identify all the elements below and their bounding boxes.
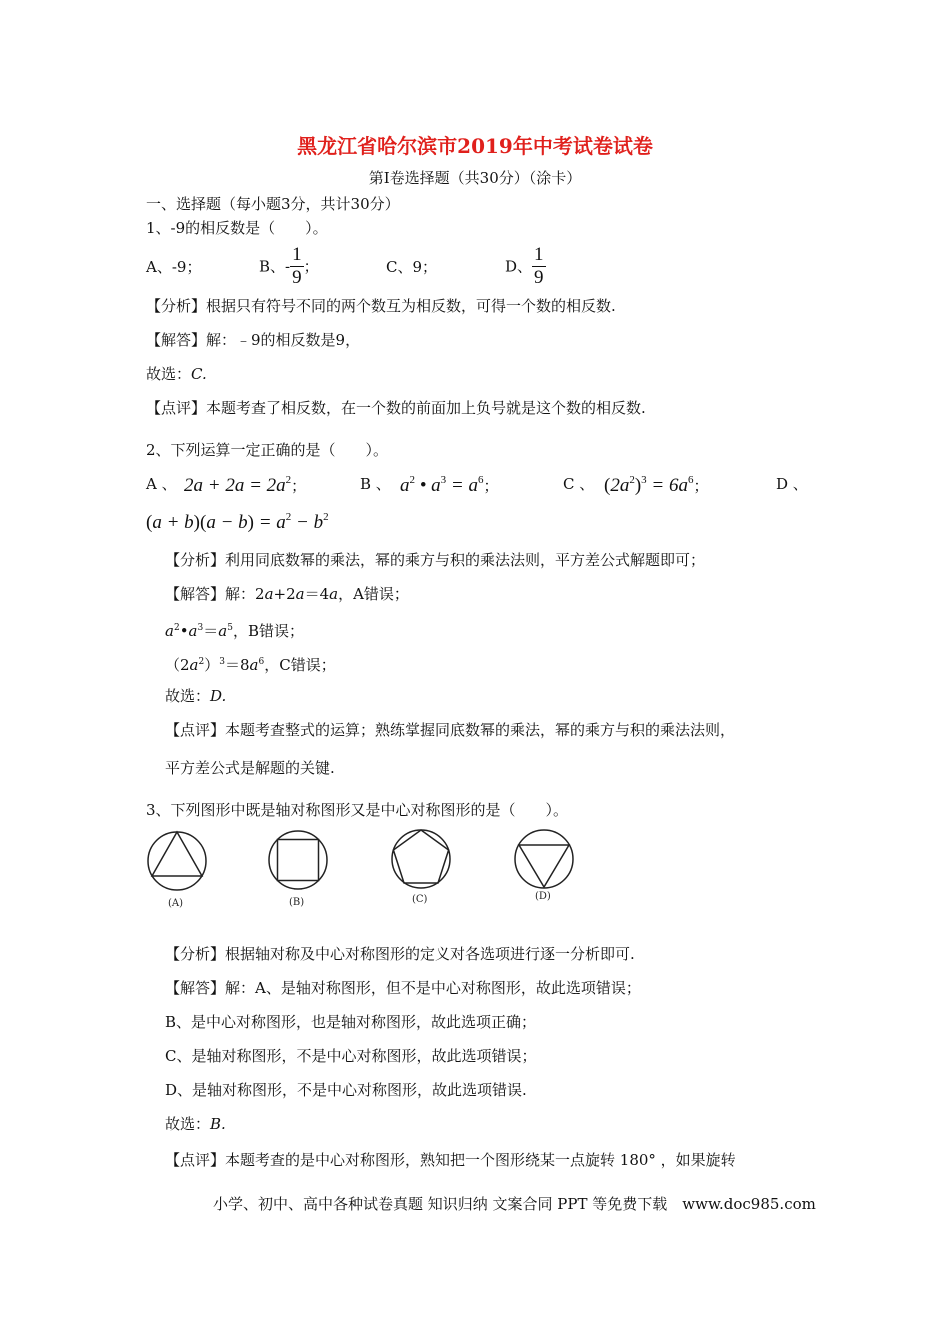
q3-answer-a: 【解答】解：A、是轴对称图形，但不是中心对称图形，故此选项错误；: [165, 979, 641, 997]
figure-a: [148, 832, 206, 890]
q2-option-c-formula: $(2a^2)^3 = 6a^6$；: [604, 474, 709, 496]
q1-option-c: C、9；: [386, 258, 438, 276]
q3-answer-d: D、是轴对称图形，不是中心对称图形，故此选项错误.: [165, 1081, 527, 1099]
q1-answer: 【解答】解：﹣9的相反数是9，: [146, 331, 361, 349]
figure-b-label: (B): [289, 897, 305, 908]
q1-choice: 故选：C.: [146, 365, 207, 383]
q2-option-c-label: C 、: [563, 475, 595, 493]
q2-analysis: 【分析】利用同底数幂的乘法，幂的乘方与积的乘法法则，平方差公式解题即可；: [165, 551, 706, 569]
q3-analysis: 【分析】根据轴对称及中心对称图形的定义对各选项进行逐一分析即可.: [165, 945, 635, 963]
q2-option-a-formula: $2a + 2a = 2a^2$；: [184, 474, 307, 496]
q1-option-b: B、- $\frac{1}{9}$ ；: [259, 244, 319, 288]
subtitle: 第Ⅰ卷选择题（共30分）（涂卡）: [368, 169, 582, 187]
page-title: 黑龙江省哈尔滨市2019年中考试卷试卷: [297, 134, 653, 158]
figure-d: [515, 830, 573, 888]
q3-choice: 故选：B.: [165, 1115, 226, 1133]
q2-answer-line-3: $(2a^2)^3=8a^6$，C错误；: [165, 656, 336, 674]
q1-comment: 【点评】本题考查了相反数，在一个数的前面加上负号就是这个数的相反数.: [146, 399, 646, 417]
figure-c: [392, 830, 450, 888]
q1-option-d: D、 $\frac{1}{9}$: [505, 244, 544, 288]
q1-option-a: A、-9；: [146, 258, 202, 276]
q3-comment: 【点评】本题考查的是中心对称图形，熟知把一个图形绕某一点旋转 180° ，如果旋转: [165, 1151, 736, 1169]
section-heading: 一、选择题（每小题3分，共计30分）: [146, 195, 400, 213]
q2-option-b-label: B 、: [360, 475, 391, 493]
q2-answer-line-2: $a^2•a^3=a^5$，B错误；: [165, 622, 304, 640]
q3-figures: [140, 826, 590, 912]
q3-answer-b: B、是中心对称图形，也是轴对称图形，故此选项正确；: [165, 1013, 537, 1031]
q2-stem: 2、下列运算一定正确的是（ ）。: [146, 441, 389, 459]
q2-option-b-formula: $a^2$ • $a^3 = a^6$；: [400, 474, 499, 496]
q1-analysis: 【分析】根据只有符号不同的两个数互为相反数，可得一个数的相反数.: [146, 297, 616, 315]
figure-c-label: (C): [412, 894, 428, 905]
q2-comment-line-2: 平方差公式是解题的关键.: [165, 759, 335, 777]
q2-choice: 故选：D.: [165, 687, 227, 705]
figure-b: [269, 831, 327, 889]
q3-answer-c: C、是轴对称图形，不是中心对称图形，故此选项错误；: [165, 1047, 537, 1065]
page-footer: 小学、初中、高中各种试卷真题 知识归纳 文案合同 PPT 等免费下载 www.doc985.com: [213, 1195, 816, 1213]
fraction-one-ninth: $\frac{1}{9}$: [292, 244, 302, 288]
figure-a-label: (A): [168, 898, 184, 909]
q1-stem: 1、-9的相反数是（ ）。: [146, 219, 328, 237]
q2-comment-line-1: 【点评】本题考查整式的运算；熟练掌握同底数幂的乘法，幂的乘方与积的乘法法则，: [165, 721, 736, 739]
q2-option-d-label: D 、: [776, 475, 808, 493]
q2-option-a-label: A 、: [146, 475, 177, 493]
fraction-one-ninth: $\frac{1}{9}$: [534, 244, 544, 288]
q2-option-d-formula: $(a + b)(a - b) = a^2 - b^2$: [146, 511, 329, 533]
figure-d-label: (D): [535, 891, 551, 902]
q2-answer-line-1: 【解答】解：2a+2a＝4a，A错误；: [165, 585, 409, 603]
q3-stem: 3、下列图形中既是轴对称图形又是中心对称图形的是（ ）。: [146, 801, 569, 819]
